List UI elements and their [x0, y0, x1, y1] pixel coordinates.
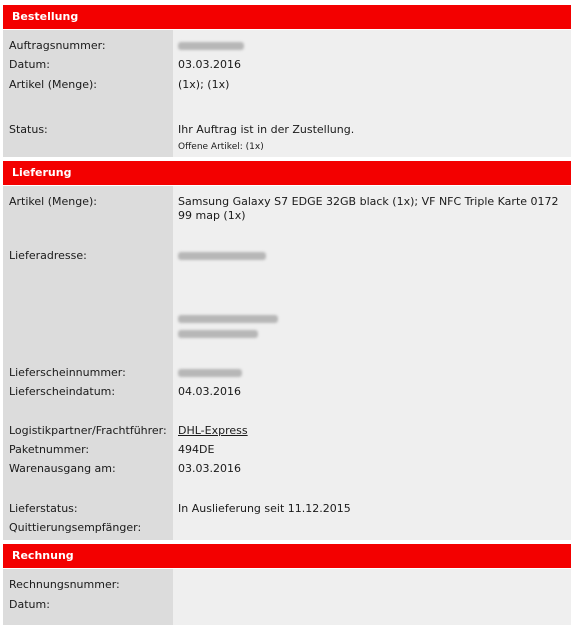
value-artikel: (1x); (1x)	[178, 78, 230, 91]
value-lieferscheindatum: 04.03.2016	[178, 385, 241, 398]
order-details-panel	[3, 0, 575, 625]
section-header-lieferung: Lieferung	[3, 161, 571, 185]
section-body-rechnung	[3, 569, 571, 625]
label-warenausgang: Warenausgang am:	[9, 462, 116, 475]
section-body-bestellung	[3, 30, 571, 157]
label-rechnungsnummer: Rechnungsnummer:	[9, 578, 120, 591]
label-status: Status:	[9, 123, 48, 136]
lieferadresse-name-redacted	[178, 252, 266, 260]
label-column	[3, 186, 173, 540]
value-datum: 03.03.2016	[178, 58, 241, 71]
label-artikel: Artikel (Menge):	[9, 78, 97, 91]
carrier-link[interactable]: DHL-Express	[178, 424, 248, 437]
section-header-bestellung: Bestellung	[3, 5, 571, 29]
auftragsnummer-redacted	[178, 42, 244, 50]
value-column	[173, 569, 571, 625]
label-lieferstatus: Lieferstatus:	[9, 502, 78, 515]
section-body-lieferung	[3, 186, 571, 540]
label-quittierungsempfaenger: Quittierungsempfänger:	[9, 521, 142, 534]
label-datum: Datum:	[9, 58, 50, 71]
label-lieferadresse: Lieferadresse:	[9, 249, 87, 262]
lieferadresse-city-redacted	[178, 330, 258, 338]
lieferscheinnummer-redacted	[178, 369, 242, 377]
label-lieferscheindatum: Lieferscheindatum:	[9, 385, 116, 398]
value-offene-artikel: Offene Artikel: (1x)	[178, 142, 264, 152]
label-logistikpartner: Logistikpartner/Frachtführer:	[9, 424, 167, 437]
label-artikel: Artikel (Menge):	[9, 195, 97, 208]
label-datum: Datum:	[9, 598, 50, 611]
section-header-rechnung: Rechnung	[3, 544, 571, 568]
value-warenausgang: 03.03.2016	[178, 462, 241, 475]
label-lieferscheinnummer: Lieferscheinnummer:	[9, 366, 126, 379]
value-artikel: Samsung Galaxy S7 EDGE 32GB black (1x); VF NFC Triple Karte 0172 99 map (1x)	[178, 195, 559, 222]
value-status: Ihr Auftrag ist in der Zustellung.	[178, 123, 355, 136]
value-paketnummer: 494DE	[178, 443, 215, 456]
value-lieferstatus: In Auslieferung seit 11.12.2015	[178, 502, 351, 515]
lieferadresse-street-redacted	[178, 315, 278, 323]
label-auftragsnummer: Auftragsnummer:	[9, 39, 106, 52]
label-paketnummer: Paketnummer:	[9, 443, 90, 456]
value-column	[173, 186, 571, 540]
